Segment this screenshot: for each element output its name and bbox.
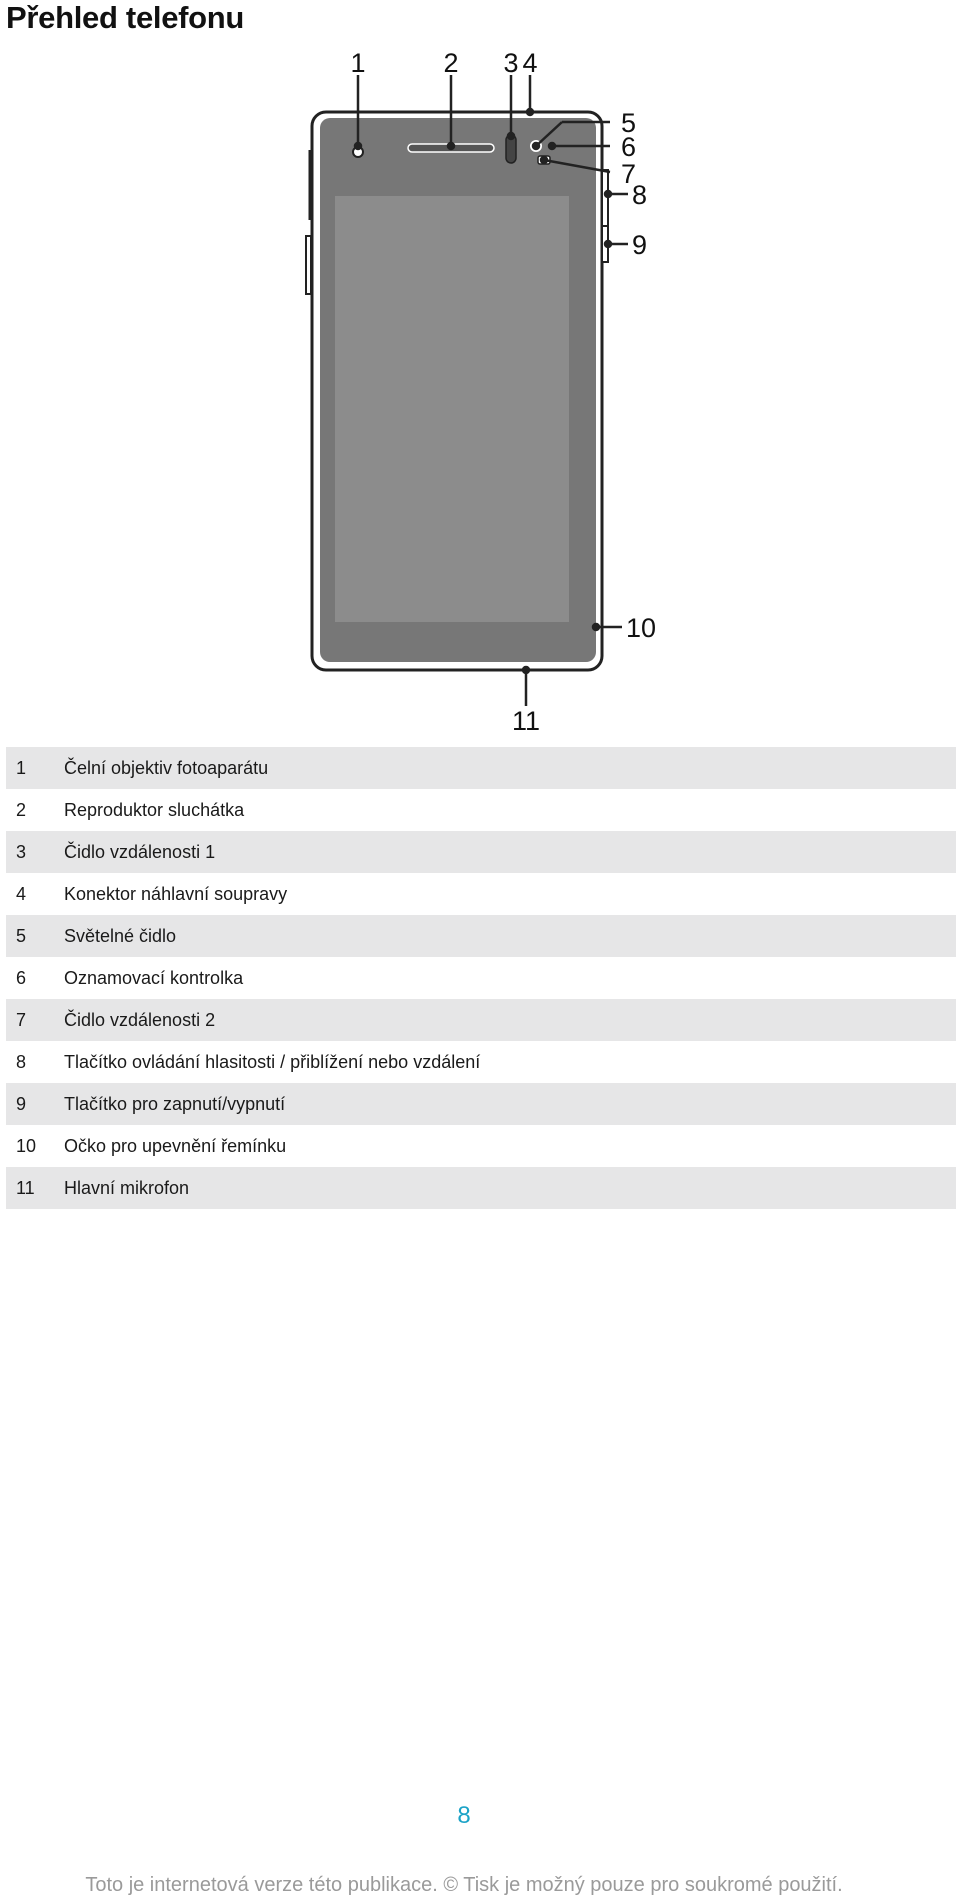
page-footer: Toto je internetová verze této publikace. © Tisk je možný pouze pro soukromé použití. <box>85 1874 843 1896</box>
phone-illustration <box>290 50 680 730</box>
part-number: 2 <box>16 799 27 820</box>
table-row <box>6 789 956 831</box>
part-label: Světelné čidlo <box>60 915 956 957</box>
part-label: Očko pro upevnění řemínku <box>64 1135 287 1156</box>
table-row <box>6 831 956 873</box>
part-label: Hlavní mikrofon <box>60 1167 956 1209</box>
table-row <box>6 1083 956 1125</box>
part-number: 6 <box>16 967 27 988</box>
callout-8: 8 <box>632 180 648 210</box>
callout-9: 9 <box>632 230 648 260</box>
callout-3: 3 <box>503 50 519 78</box>
part-number: 3 <box>6 831 60 873</box>
callout-4: 4 <box>522 50 538 78</box>
page-title: Přehled telefonu <box>6 0 245 35</box>
table-row <box>6 1041 956 1083</box>
part-label: Tlačítko pro zapnutí/vypnutí <box>60 1083 956 1125</box>
table-row <box>6 1167 956 1209</box>
part-number: 7 <box>6 999 60 1041</box>
part-number: 4 <box>16 883 27 904</box>
callout-1: 1 <box>350 50 366 78</box>
table-row <box>6 915 956 957</box>
table-row <box>6 873 956 915</box>
part-number: 1 <box>6 747 60 789</box>
part-number: 11 <box>6 1167 60 1209</box>
callout-6: 6 <box>621 132 637 162</box>
callout-11: 11 <box>511 706 541 730</box>
table-row <box>6 999 956 1041</box>
parts-list-table <box>6 747 956 1209</box>
callout-5: 5 <box>621 108 637 138</box>
callout-2: 2 <box>443 50 459 78</box>
part-label: Tlačítko ovládání hlasitosti / přiblížení nebo vzdálení <box>64 1051 481 1072</box>
callout-7: 7 <box>621 159 637 189</box>
table-row <box>6 747 956 789</box>
part-number: 9 <box>6 1083 60 1125</box>
table-row <box>6 1125 956 1167</box>
part-label: Konektor náhlavní soupravy <box>64 883 288 904</box>
part-label: Reproduktor sluchátka <box>64 799 245 820</box>
phone-screen <box>335 196 569 622</box>
part-number: 8 <box>16 1051 27 1072</box>
part-label: Čidlo vzdálenosti 1 <box>60 831 956 873</box>
page-number: 8 <box>457 1802 471 1829</box>
phone-diagram <box>290 50 680 730</box>
part-number: 5 <box>6 915 60 957</box>
callout-10: 10 <box>626 613 657 643</box>
left-side-button <box>306 236 311 294</box>
part-number: 10 <box>16 1135 37 1156</box>
table-row <box>6 957 956 999</box>
part-label: Čidlo vzdálenosti 2 <box>60 999 956 1041</box>
part-label: Oznamovací kontrolka <box>64 967 244 988</box>
part-label: Čelní objektiv fotoaparátu <box>60 747 956 789</box>
